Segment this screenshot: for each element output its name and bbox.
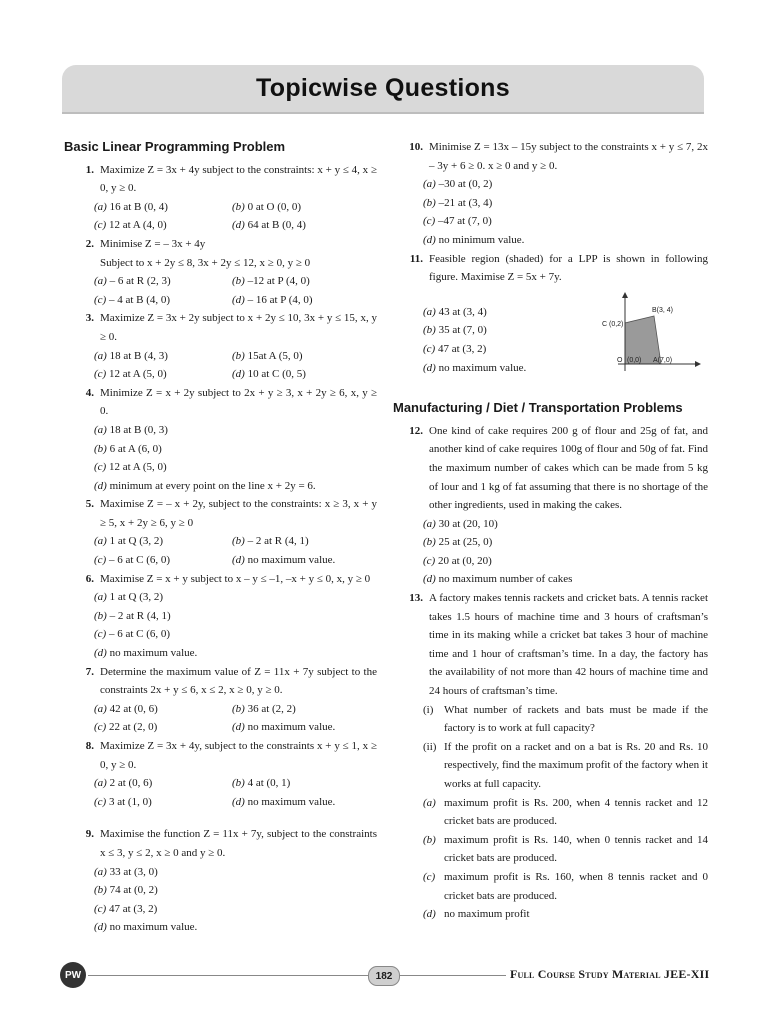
option-row (94, 291, 377, 310)
option-letter: (c) (94, 795, 107, 808)
sub-question (423, 738, 708, 794)
question-number: 13. (409, 592, 423, 605)
option: (b) –12 at P (4, 0) (232, 275, 310, 288)
question-stem (64, 825, 377, 862)
option-letter: (c) (94, 628, 107, 641)
option-letter: (c) (94, 368, 107, 381)
options (423, 794, 708, 924)
option-letter: (a) (94, 349, 107, 362)
question-text (100, 161, 377, 198)
option-row (94, 700, 377, 719)
question-stem (64, 161, 377, 198)
option-letter: (c) (94, 721, 107, 734)
question-line: Maximize Z = 3x + 4y, subject to the constraints x + y ≤ 1, x ≥ 0, y ≥ 0. (100, 740, 377, 771)
option: (a) – 6 at R (2, 3) (94, 275, 171, 288)
option: (c) 47 at (3, 2) (423, 342, 487, 355)
question-line: One kind of cake requires 200 g of flour and 25g of fat, and another kind of cake requires 100g of flour and 50g of fat. Find the maximum number of cakes which can be made from 5 kg of lour and 1 kg of fat assuming that there is no shortage of the other ingredients, used in making the cakes. (429, 424, 708, 512)
option-letter: (a) (423, 305, 436, 318)
sub-question (423, 701, 708, 738)
question-11 (393, 250, 708, 378)
x-axis-arrow (695, 361, 701, 367)
option-letter: (d) (232, 293, 245, 306)
option: (d) no maximum value. (94, 921, 198, 934)
option-letter: (c) (423, 215, 436, 228)
option: (d) no maximum number of cakes (423, 573, 573, 586)
question-stem (393, 138, 708, 175)
question (64, 663, 377, 737)
option: (c) 20 at (0, 20) (423, 554, 492, 567)
option: (b) – 2 at R (4, 1) (94, 609, 171, 622)
option: (b) 6 at A (6, 0) (94, 442, 162, 455)
option-letter: (c) (94, 293, 107, 306)
title-banner (62, 65, 704, 112)
option: (b) – 2 at R (4, 1) (232, 535, 309, 548)
label-a: A(7,0) (653, 356, 673, 364)
option: (b) 35 at (7, 0) (423, 324, 487, 337)
option-letter: (d) (423, 573, 436, 586)
feasible-region-figure (593, 291, 703, 376)
question-text (100, 309, 377, 346)
option-letter: (b) (423, 324, 436, 337)
option-row (94, 718, 377, 737)
footer-rule (88, 975, 506, 976)
option-row (94, 532, 377, 551)
option-letter: (b) (94, 442, 107, 455)
option: (d) no maximum value. (423, 361, 527, 374)
question-number: 1. (85, 163, 94, 176)
question-line: Maximise Z = – x + 2y, subject to the constraints: x ≥ 3, x + y ≥ 5, x + 2y ≥ 6, y ≥ 0 (100, 498, 377, 529)
option-row (94, 272, 377, 291)
option: (c) 22 at (2, 0) (94, 721, 158, 734)
option-letter: (c) (94, 461, 107, 474)
option: (c) 12 at A (5, 0) (94, 461, 167, 474)
section-heading-basic: Basic Linear Programming Problem (64, 139, 286, 154)
option-letter: (a) (423, 796, 436, 809)
footer-title: Full Course Study Material JEE-XII (510, 967, 710, 981)
option-letter: (a) (423, 517, 436, 530)
option: (d) – 16 at P (4, 0) (232, 293, 313, 306)
option: (b) 15at A (5, 0) (232, 349, 303, 362)
option: (a) 18 at B (0, 3) (94, 423, 168, 436)
question-stem (393, 589, 708, 701)
option: (c) – 4 at B (4, 0) (94, 293, 171, 306)
option (423, 831, 708, 868)
option: (c) – 6 at C (6, 0) (94, 628, 171, 641)
option-letter: (c) (423, 342, 436, 355)
option (423, 868, 708, 905)
question-stem (64, 309, 377, 346)
option-letter: (a) (94, 591, 107, 604)
option-letter: (b) (232, 349, 245, 362)
option: (c) 3 at (1, 0) (94, 795, 152, 808)
option-letter: (c) (423, 870, 436, 883)
question-line: Minimise Z = – 3x + 4y (100, 237, 206, 250)
options (94, 588, 377, 662)
option-letter: (d) (232, 554, 245, 567)
option: (a) 1 at Q (3, 2) (94, 591, 164, 604)
question-line: Maximise Z = x + y subject to x – y ≤ –1, –x + y ≤ 0, x, y ≥ 0 (100, 572, 371, 585)
question-line: Determine the maximum value of Z = 11x + 7y subject to the constraints 2x + y ≤ 6, x ≤ 2, x ≥ 0, y ≥ 0. (100, 665, 377, 697)
option-row (94, 793, 377, 812)
options (94, 272, 377, 309)
question-number: 8. (85, 740, 94, 752)
option-letter: (a) (94, 777, 107, 790)
question-stem (64, 663, 377, 700)
option: (d) no maximum value. (232, 721, 336, 734)
option: (c) – 6 at C (6, 0) (94, 554, 171, 567)
option: (b) 25 at (25, 0) (423, 536, 493, 549)
options (423, 175, 708, 249)
option: (c) 12 at A (4, 0) (94, 219, 167, 232)
option-letter: (d) (94, 647, 107, 660)
question-text (100, 570, 377, 589)
option-row (94, 551, 377, 570)
question-number: 11. (409, 252, 423, 265)
option-row (94, 198, 377, 217)
question-stem (64, 570, 377, 589)
option-letter: (d) (232, 368, 245, 381)
option-letter: (b) (423, 196, 436, 209)
question-stem (64, 737, 377, 774)
question-text (100, 495, 377, 532)
page-title: Topicwise Questions (256, 74, 510, 102)
option: (b) 4 at (0, 1) (232, 777, 291, 790)
question-text (429, 138, 708, 175)
question-line: Feasible region (shaded) for a LPP is shown in following figure. Maximise Z = 5x + 7y. (429, 252, 708, 284)
option-letter: (c) (423, 554, 436, 567)
option-letter: (b) (232, 535, 245, 548)
question-line: Maximize Z = 3x + 4y subject to the constraints: x + y ≤ 4, x ≥ 0, y ≥ 0. (100, 163, 377, 195)
option-letter: (c) (94, 219, 107, 232)
sub-question-text: If the profit on a racket and on a bat is Rs. 20 and Rs. 10 respectively, find the maximum profit of the factory when it works at full capacity. (444, 740, 708, 790)
question-line: Subject to x + 2y ≤ 8, 3x + 2y ≤ 12, x ≥ 0, y ≥ 0 (100, 256, 311, 269)
option: (c) 47 at (3, 2) (94, 902, 158, 915)
question-number: 2. (85, 237, 94, 250)
option-letter: (d) (423, 361, 436, 374)
option: (b) 0 at O (0, 0) (232, 200, 302, 213)
option: (d) minimum at every point on the line x + 2y = 6. (94, 479, 316, 492)
question-number: 6. (85, 572, 94, 585)
question-text (100, 663, 377, 700)
options (94, 863, 377, 937)
question-list (64, 161, 377, 937)
label-o-coord: (0,0) (627, 356, 642, 364)
option: (a) 30 at (20, 10) (423, 517, 498, 530)
option-letter: (a) (94, 423, 107, 436)
left-column (64, 138, 377, 937)
option-letter: (b) (423, 536, 436, 549)
question-text (100, 235, 377, 272)
question-text (429, 250, 708, 287)
question-number: 4. (85, 386, 94, 399)
option-letter: (b) (232, 275, 245, 288)
options (94, 347, 377, 384)
question-line: A factory makes tennis rackets and cricket bats. A tennis racket takes 1.5 hours of machine time and 3 hours of craftsman’s time in its making while a cricket bat takes 3 hour of machine time and 1 hour of craftsman’s time. In a day, the factory has the availability of not more than 42 hours of machine time and 24 hours of craftsman’s time. (429, 592, 708, 698)
option: (b) 36 at (2, 2) (232, 702, 296, 715)
option-letter: (c) (94, 554, 107, 567)
option: (b) 74 at (0, 2) (94, 884, 158, 897)
label-b: B(3, 4) (652, 306, 674, 314)
option-text: maximum profit is Rs. 200, when 4 tennis racket and 12 cricket bats are produced. (444, 796, 708, 828)
option-letter: (d) (94, 921, 107, 934)
option: (d) no maximum value. (94, 647, 198, 660)
spacer (64, 811, 377, 825)
question (64, 384, 377, 496)
sub-question-number: (i) (423, 703, 434, 716)
option: (d) no minimum value. (423, 233, 525, 246)
options (423, 515, 708, 589)
question-line: Minimise Z = 13x – 15y subject to the constraints x + y ≤ 7, 2x – 3y + 6 ≥ 0. x ≥ 0 and y ≥ 0. (429, 141, 708, 172)
options (94, 532, 377, 569)
question (64, 570, 377, 663)
option-letter: (d) (232, 721, 245, 734)
options (94, 700, 377, 737)
question-12 (393, 422, 708, 589)
option: (a) 33 at (3, 0) (94, 865, 158, 878)
option: (a) 42 at (0, 6) (94, 702, 158, 715)
question (64, 161, 377, 235)
question-stem (64, 495, 377, 532)
option-letter: (a) (423, 178, 436, 191)
option-letter: (b) (94, 884, 107, 897)
question-stem (64, 235, 377, 272)
option-letter: (a) (94, 865, 107, 878)
option-letter: (b) (423, 833, 436, 846)
option-letter: (d) (232, 795, 245, 808)
option: (d) 64 at B (0, 4) (232, 219, 306, 232)
option-letter: (a) (94, 535, 107, 548)
option-row (94, 365, 377, 384)
option-letter: (d) (94, 479, 107, 492)
question (64, 495, 377, 569)
question-text (429, 422, 708, 515)
option-row (94, 216, 377, 235)
question (64, 737, 377, 811)
option-letter: (a) (94, 702, 107, 715)
question-text (100, 825, 377, 862)
option-letter: (d) (232, 219, 245, 232)
option: (a) 16 at B (0, 4) (94, 200, 168, 213)
option-letter: (d) (423, 233, 436, 246)
option: (a) 18 at B (4, 3) (94, 349, 168, 362)
question-number: 3. (85, 312, 94, 325)
option: (c) 12 at A (5, 0) (94, 368, 167, 381)
option-letter: (a) (94, 200, 107, 213)
options (423, 303, 593, 377)
option-row (94, 347, 377, 366)
label-o: O (617, 356, 623, 364)
question (64, 235, 377, 309)
option (423, 794, 708, 831)
option-letter: (d) (423, 908, 436, 921)
question-stem (393, 250, 708, 287)
question-10 (393, 138, 708, 250)
question-stem (393, 422, 708, 515)
option: (b) –21 at (3, 4) (423, 196, 493, 209)
option: (a) 1 at Q (3, 2) (94, 535, 164, 548)
question-line: Maximize Z = 3x + 2y subject to x + 2y ≤ 10, 3x + y ≤ 15, x, y ≥ 0. (100, 312, 377, 343)
option-letter: (b) (232, 200, 245, 213)
question-text (429, 589, 708, 701)
question (64, 309, 377, 383)
option: (a) 2 at (0, 6) (94, 777, 153, 790)
y-axis-arrow (622, 292, 628, 298)
question-number: 5. (85, 498, 94, 511)
question (64, 825, 377, 937)
page-number: 182 (368, 966, 400, 986)
option: (a) 43 at (3, 4) (423, 305, 487, 318)
question-line: Minimize Z = x + 2y subject to 2x + y ≥ 3, x + 2y ≥ 6, x, y ≥ 0. (100, 386, 377, 418)
label-c: C (0,2) (602, 320, 624, 328)
question-number: 7. (85, 665, 94, 678)
options (94, 198, 377, 235)
option: (a) –30 at (0, 2) (423, 178, 493, 191)
options (94, 774, 377, 811)
option (423, 905, 708, 924)
option-text: maximum profit is Rs. 140, when 0 tennis racket and 14 cricket bats are produced. (444, 833, 708, 865)
question-stem (64, 384, 377, 421)
option: (d) no maximum value. (232, 554, 336, 567)
options (94, 421, 377, 495)
question-number: 12. (409, 424, 423, 437)
question-line: Maximise the function Z = 11x + 7y, subject to the constraints x ≤ 3, y ≤ 2, x ≥ 0 and y ≥ 0. (100, 828, 377, 859)
sub-question-number: (ii) (423, 740, 437, 753)
option: (d) 10 at C (0, 5) (232, 368, 306, 381)
option-letter: (b) (232, 702, 245, 715)
option-row (94, 774, 377, 793)
option-letter: (a) (94, 275, 107, 288)
option-letter: (c) (94, 902, 107, 915)
question-11-body (393, 303, 708, 377)
pw-logo: PW (60, 962, 86, 988)
question-text (100, 737, 377, 774)
option: (c) –47 at (7, 0) (423, 215, 492, 228)
section-heading-manufacturing: Manufacturing / Diet / Transportation Problems (393, 400, 683, 416)
question-13 (393, 589, 708, 924)
question-number: 9. (85, 828, 94, 841)
option: (d) no maximum value. (232, 795, 336, 808)
option-text: no maximum profit (444, 908, 530, 921)
sub-question-text: What number of rackets and bats must be made if the factory is to work at full capacity? (444, 703, 708, 735)
right-column (393, 138, 708, 924)
option-letter: (b) (94, 609, 107, 622)
option-text: maximum profit is Rs. 160, when 8 tennis racket and 0 cricket bats are produced. (444, 870, 708, 902)
option-letter: (b) (232, 777, 245, 790)
question-number: 10. (409, 141, 423, 153)
question-text (100, 384, 377, 421)
